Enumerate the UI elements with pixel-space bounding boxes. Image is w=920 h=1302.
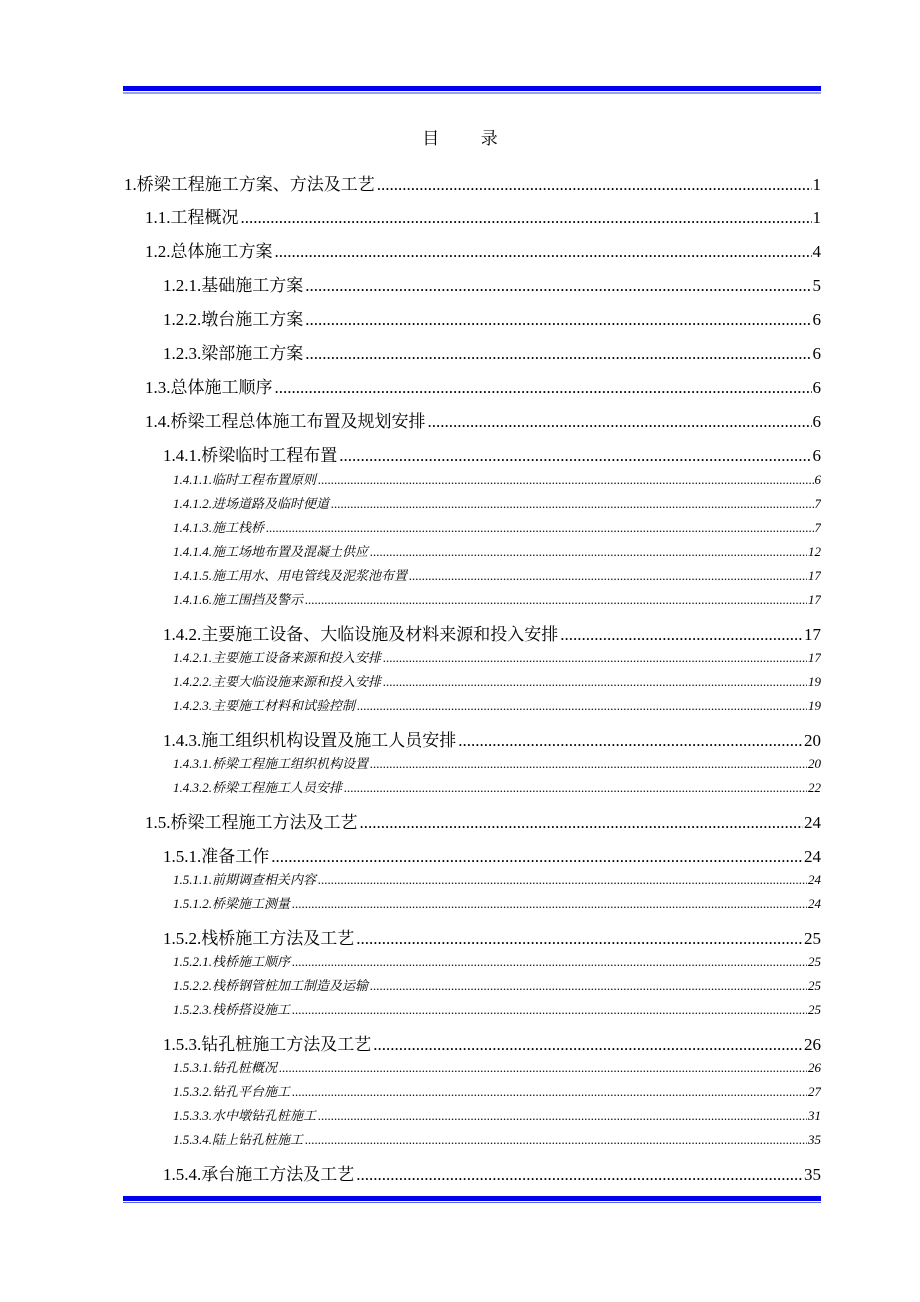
toc-entry-label: 1.4.2.3.主要施工材料和试验控制 [173,698,356,713]
toc-entry-label: 1.4.2.主要施工设备、大临设施及材料来源和投入安排 [163,625,559,644]
toc-entry[interactable] [173,493,821,511]
toc-page-number: 12 [808,544,821,559]
toc-entry-label: 1.4.1.6.施工围挡及警示 [173,592,304,607]
toc-entry-label: 1.5.4.承台施工方法及工艺 [163,1165,355,1184]
toc-entry-label: 1.5.1.2.桥梁施工测量 [173,896,291,911]
page-title: 目 录 [422,129,516,149]
toc-page-number: 25 [808,1002,821,1017]
toc-leader-dots [292,1084,807,1099]
toc-leader-dots [305,1132,807,1147]
toc-entry-label: 1.5.2.1.栈桥施工顺序 [173,954,291,969]
toc-entry[interactable] [163,271,821,295]
toc-entry-label: 1.5.3.2.钻孔平台施工 [173,1084,291,1099]
toc-page-number: 26 [804,1035,821,1054]
toc-leader-dots [428,412,812,431]
toc-entry-label: 1.4.2.1.主要施工设备来源和投入安排 [173,650,382,665]
toc-entry[interactable] [145,373,821,397]
toc-entry[interactable] [173,647,821,665]
toc-entry[interactable] [173,565,821,583]
toc-entry-label: 1.5.1.1.前期调查相关内容 [173,872,317,887]
toc-entry-label: 1.4.3.施工组织机构设置及施工人员安排 [163,731,457,750]
toc-entry[interactable] [173,1057,821,1075]
toc-entry[interactable] [173,999,821,1017]
toc-leader-dots [458,731,803,750]
toc-leader-dots [383,650,807,665]
toc-entry-label: 1.4.1.2.进场道路及临时便道 [173,496,330,511]
toc-entry[interactable] [163,305,821,329]
toc-entry-label: 1.4.桥梁工程总体施工布置及规划安排 [145,412,426,431]
toc-entry[interactable] [173,541,821,559]
toc-page-number: 26 [808,1060,821,1075]
toc-entry[interactable] [145,203,821,227]
toc-leader-dots [339,446,811,465]
header-rule-thin [123,92,821,94]
toc-entry-label: 1.5.桥梁工程施工方法及工艺 [145,813,358,832]
toc-page-number: 19 [808,674,821,689]
toc-page-number: 31 [808,1108,821,1123]
toc-entry-label: 1.4.2.2.主要大临设施来源和投入安排 [173,674,382,689]
toc-leader-dots [271,847,803,866]
toc-entry[interactable] [173,469,821,487]
toc-entry[interactable] [173,893,821,911]
toc-leader-dots [373,1035,803,1054]
toc-leader-dots [370,756,807,771]
toc-leader-dots [356,929,803,948]
toc-page-number: 4 [812,242,821,261]
toc-page-number: 6 [812,446,821,465]
toc-entry-label: 1.1.工程概况 [145,208,239,227]
toc-entry-label: 1.5.2.3.栈桥搭设施工 [173,1002,291,1017]
toc-page-number: 6 [812,412,821,431]
toc-entry[interactable] [173,671,821,689]
toc-leader-dots [331,496,813,511]
toc-leader-dots [560,625,803,644]
toc-leader-dots [344,780,807,795]
toc-entry[interactable] [163,441,821,465]
toc-entry[interactable] [163,620,821,644]
header-rule [123,86,821,94]
toc-leader-dots [292,954,807,969]
toc-page-number: 25 [808,978,821,993]
toc-entry[interactable] [163,1030,821,1054]
toc-entry[interactable] [163,726,821,750]
toc-page-number: 35 [804,1165,821,1184]
toc-entry-label: 1.4.1.4.施工场地布置及混凝土供应 [173,544,369,559]
toc-entry-label: 1.2.2.墩台施工方案 [163,310,304,329]
toc-entry[interactable] [145,808,821,832]
toc-entry-label: 1.5.2.栈桥施工方法及工艺 [163,929,355,948]
toc-leader-dots [292,896,807,911]
toc-entry-label: 1.5.3.钻孔桩施工方法及工艺 [163,1035,372,1054]
toc-page-number: 17 [808,592,821,607]
toc-entry[interactable] [173,753,821,771]
toc-entry-label: 1.4.3.1.桥梁工程施工组织机构设置 [173,756,369,771]
toc-leader-dots [275,242,812,261]
toc-page-number: 24 [808,872,821,887]
toc-leader-dots [360,813,804,832]
toc-entry[interactable] [145,237,821,261]
toc-entry-label: 1.5.2.2.栈桥钢管桩加工制造及运输 [173,978,369,993]
toc-page-number: 25 [804,929,821,948]
toc-page-number: 17 [804,625,821,644]
toc-page-number: 6 [812,344,821,363]
toc-leader-dots [275,378,812,397]
toc-entry-label: 1.5.3.3.水中墩钻孔桩施工 [173,1108,317,1123]
toc-entry-label: 1.5.3.4.陆上钻孔桩施工 [173,1132,304,1147]
footer-rule-thin [123,1202,821,1203]
toc-leader-dots [266,520,813,535]
toc-leader-dots [383,674,807,689]
toc-entry-label: 1.2.1.基础施工方案 [163,276,304,295]
toc-page-number: 24 [804,813,821,832]
toc-page-number: 24 [804,847,821,866]
toc-leader-dots [305,310,811,329]
toc-entry[interactable] [173,695,821,713]
toc-entry-label: 1.2.3.梁部施工方案 [163,344,304,363]
toc-page-number: 7 [814,496,821,511]
toc-entry[interactable] [124,170,821,194]
toc-leader-dots [409,568,807,583]
toc-page-number: 24 [808,896,821,911]
toc-page-number: 20 [804,731,821,750]
toc-page-number: 6 [814,472,821,487]
toc-leader-dots [318,1108,807,1123]
footer-rule [123,1196,821,1203]
toc-entry[interactable] [173,517,821,535]
toc-entry[interactable] [173,1105,821,1123]
toc-leader-dots [305,344,811,363]
toc-entry-label: 1.5.1.准备工作 [163,847,270,866]
toc-leader-dots [305,592,807,607]
toc-entry-label: 1.2.总体施工方案 [145,242,273,261]
toc-page-number: 6 [812,310,821,329]
toc-page-number: 22 [808,780,821,795]
toc-leader-dots [356,1165,803,1184]
toc-entry[interactable] [173,777,821,795]
toc-page-number: 25 [808,954,821,969]
toc-leader-dots [279,1060,807,1075]
toc-page-number: 17 [808,650,821,665]
toc-entry[interactable] [163,924,821,948]
toc-page-number: 20 [808,756,821,771]
toc-page-number: 19 [808,698,821,713]
toc-entry-label: 1.4.3.2.桥梁工程施工人员安排 [173,780,343,795]
toc-leader-dots [357,698,807,713]
toc-entry-label: 1.4.1.桥梁临时工程布置 [163,446,338,465]
toc-entry-label: 1.4.1.3.施工栈桥 [173,520,265,535]
toc-entry[interactable] [173,951,821,969]
toc-entry[interactable] [163,842,821,866]
toc-entry[interactable] [173,975,821,993]
toc-leader-dots [318,472,813,487]
toc-entry-label: 1.4.1.5.施工用水、用电管线及泥浆池布置 [173,568,408,583]
toc-entry-label: 1.4.1.1.临时工程布置原则 [173,472,317,487]
toc-entry-label: 1.桥梁工程施工方案、方法及工艺 [124,175,375,194]
toc-page-number: 1 [812,175,821,194]
toc-page-number: 27 [808,1084,821,1099]
toc-entry[interactable] [145,407,821,431]
toc-leader-dots [370,544,807,559]
toc-entry[interactable] [173,1081,821,1099]
toc-entry[interactable] [173,1129,821,1147]
toc-entry[interactable] [163,1160,821,1184]
toc-page-number: 7 [814,520,821,535]
toc-leader-dots [241,208,812,227]
toc-page-number: 17 [808,568,821,583]
toc-leader-dots [377,175,812,194]
toc-page-number: 35 [808,1132,821,1147]
toc-entry-label: 1.5.3.1.钻孔桩概况 [173,1060,278,1075]
toc-leader-dots [305,276,811,295]
toc-entry[interactable] [173,589,821,607]
toc-page-number: 5 [812,276,821,295]
toc-leader-dots [370,978,807,993]
toc-leader-dots [292,1002,807,1017]
toc-entry[interactable] [163,339,821,363]
toc-page-number: 1 [812,208,821,227]
toc-entry[interactable] [173,869,821,887]
toc-leader-dots [318,872,807,887]
toc-entry-label: 1.3.总体施工顺序 [145,378,273,397]
toc-page-number: 6 [812,378,821,397]
